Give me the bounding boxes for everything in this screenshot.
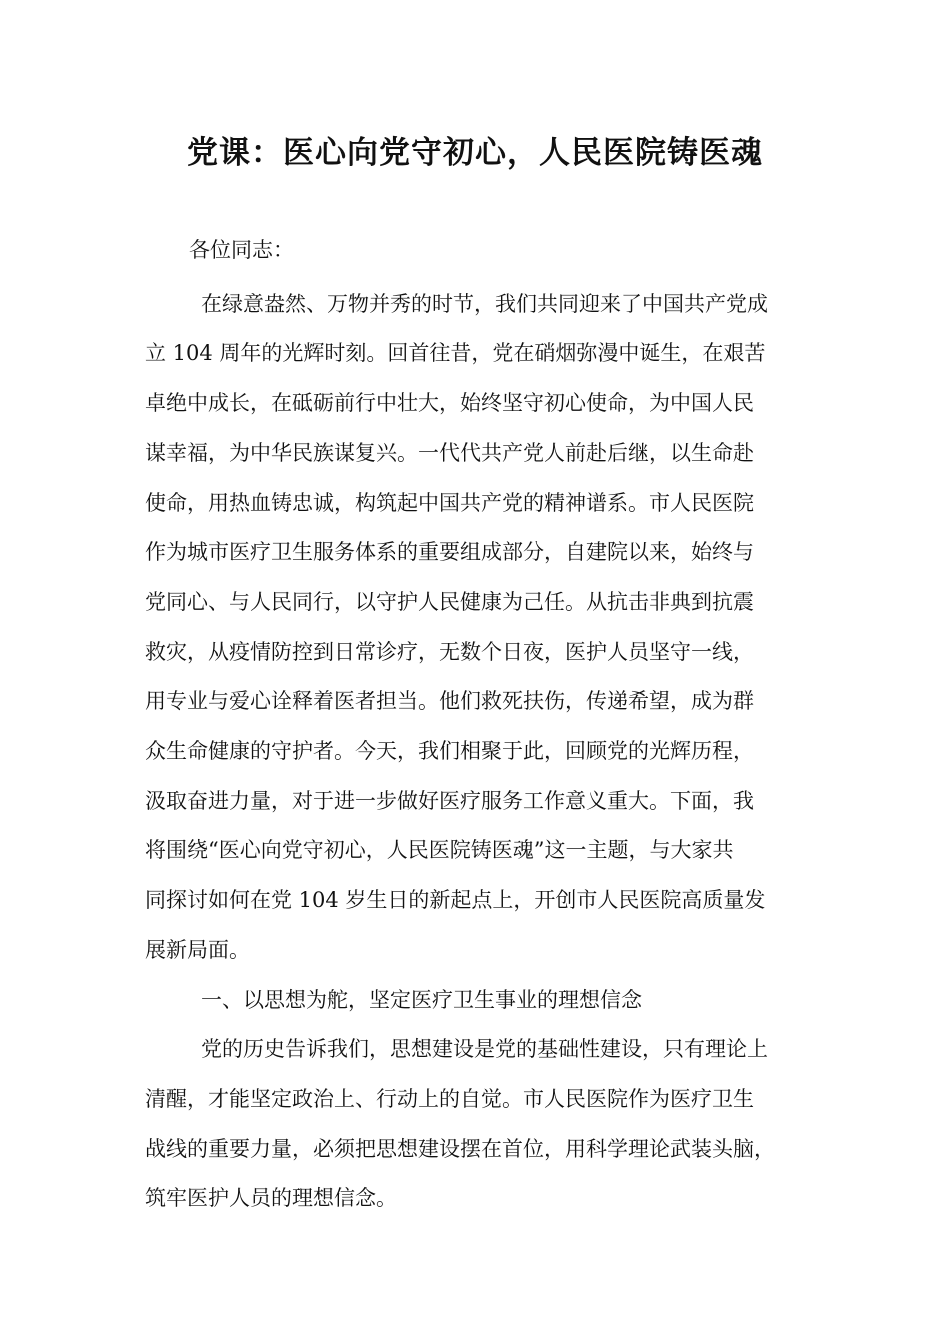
paragraph-line: 用专业与爱心诠释着医者担当。他们救死扶伤，传递希望，成为群 xyxy=(145,689,754,714)
paragraph-section-1 xyxy=(145,1025,825,1224)
paragraph-line: 卓绝中成长，在砥砺前行中壮大，始终坚守初心使命，为中国人民 xyxy=(145,391,754,416)
paragraph-line: 战线的重要力量，必须把思想建设摆在首位，用科学理论武装头脑， xyxy=(145,1136,775,1161)
paragraph-line: 同探讨如何在党 104 岁生日的新起点上，开创市人民医院高质量发 xyxy=(145,888,766,913)
paragraph-line: 使命，用热血铸忠诚，构筑起中国共产党的精神谱系。市人民医院 xyxy=(145,490,754,515)
paragraph-line: 救灾，从疫情防控到日常诊疗，无数个日夜，医护人员坚守一线， xyxy=(145,639,754,664)
paragraph-line: 展新局面。 xyxy=(145,937,250,962)
paragraph-line: 谋幸福，为中华民族谋复兴。一代代共产党人前赴后继，以生命赴 xyxy=(145,440,754,465)
paragraph-line: 作为城市医疗卫生服务体系的重要组成部分，自建院以来，始终与 xyxy=(145,540,754,565)
section-heading-1: 一、以思想为舵，坚定医疗卫生事业的理想信念 xyxy=(201,987,642,1012)
paragraph-line: 在绿意盎然、万物并秀的时节，我们共同迎来了中国共产党成 xyxy=(201,291,768,316)
paragraph-line: 党的历史告诉我们，思想建设是党的基础性建设，只有理论上 xyxy=(201,1037,768,1062)
paragraph-line: 汲取奋进力量，对于进一步做好医疗服务工作意义重大。下面，我 xyxy=(145,788,754,813)
paragraph-line: 党同心、与人民同行，以守护人民健康为己任。从抗击非典到抗震 xyxy=(145,589,754,614)
document-body xyxy=(145,226,825,1224)
greeting: 各位同志： xyxy=(189,238,294,262)
paragraph-line: 众生命健康的守护者。今天，我们相聚于此，回顾党的光辉历程， xyxy=(145,739,754,764)
paragraph-line: 立 104 周年的光辉时刻。回首往昔，党在硝烟弥漫中诞生，在艰苦 xyxy=(145,341,766,366)
paragraph-intro xyxy=(145,280,825,976)
paragraph-line: 将围绕“医心向党守初心，人民医院铸医魂”这一主题，与大家共 xyxy=(145,838,734,863)
paragraph-line: 筑牢医护人员的理想信念。 xyxy=(145,1186,397,1211)
paragraph-line: 清醒，才能坚定政治上、行动上的自觉。市人民医院作为医疗卫生 xyxy=(145,1086,754,1111)
document-title: 党课：医心向党守初心，人民医院铸医魂 xyxy=(187,135,763,171)
